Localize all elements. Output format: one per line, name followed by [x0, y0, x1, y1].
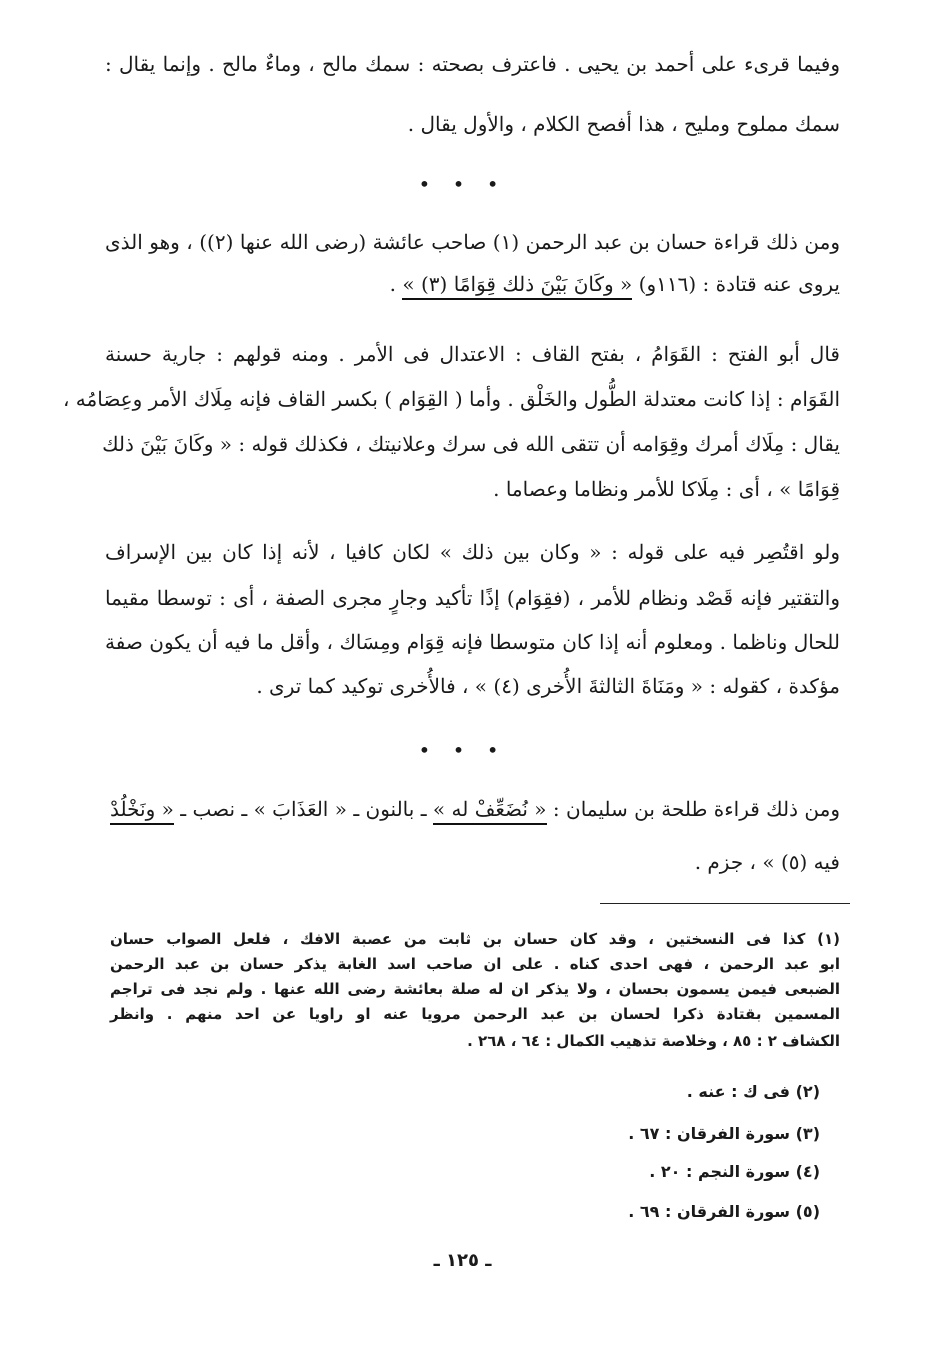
page-number: ـ ١٢٥ ـ	[433, 1250, 492, 1271]
text-line: فيه (٥) » ، جزم .	[694, 850, 840, 874]
section-separator: • • •	[418, 738, 507, 762]
section-separator: • • •	[418, 172, 507, 196]
text-segment: .	[389, 272, 403, 296]
text-line: سمك مملوح ومليح ، هذا أفصح الكلام ، والأول يقال .	[407, 112, 840, 136]
text-line: ومن ذلك قراءة حسان بن عبد الرحمن (١) صاحب عائشة (رضى الله عنها (٢)) ، وهو الذى	[105, 230, 841, 254]
text-segment: ومن ذلك قراءة طلحة بن سليمان :	[546, 797, 840, 821]
underlined-quran-quote: « ونَخْلُدْ	[110, 797, 174, 825]
text-line: مؤكدة ، كقوله : « ومَنَاةَ الثالثةَ الأُخرى (٤) » ، فالأُخرى توكيد كما ترى .	[256, 674, 840, 698]
text-line	[105, 795, 840, 823]
footnote-3: (٣) سورة الفرقان : ٦٧ .	[628, 1124, 820, 1143]
text-line: وفيما قرىء على أحمد بن يحيى . فاعترف بصحته : سمك مالح ، وماءٌ مالح . وإنما يقال :	[105, 52, 841, 76]
footnote-line: ابو عبد الرحمن ، فهى احدى كناه . على ان صاحب اسد الغابة يذكر حسان بن عبد الرحمن	[110, 955, 840, 973]
footnote-line: (١) كذا فى النسختين ، وقد كان حسان بن ثابت من عصبة الافك ، فلعل الصواب حسان	[110, 930, 840, 948]
text-segment: ـ بالنون ـ « العَذَابَ » ـ نصب ـ	[173, 797, 433, 821]
text-line	[105, 270, 840, 298]
footnote-5: (٥) سورة الفرقان : ٦٩ .	[628, 1202, 820, 1221]
text-segment: يروى عنه قتادة : (١١٦و)	[632, 272, 840, 296]
text-line: والتقتير فإنه قَصْد ونظام للأمر ، (فقِوَام) إذًا تأكيد وجارٍ مجرى الصفة ، أى : توسطا مقيما	[105, 586, 840, 610]
footnote-divider	[600, 903, 850, 904]
underlined-quran-quote: « وكَانَ بَيْنَ ذلك قِوَامًا (٣) »	[402, 272, 632, 300]
text-line: قِوَامًا » ، أى : مِلَاكا للأمر ونظاما وعصاما .	[493, 477, 840, 501]
underlined-quran-quote: « نُضَعِّفْ له »	[433, 797, 547, 825]
text-line: القَوَام : إذا كانت معتدلة الطُّول والخَلْق . وأما ( القِوَام ) بكسر القاف فإنه مِلَاك الأمر وعِصَامُه ،	[62, 387, 840, 411]
text-line: ولو اقتُصِر فيه على قوله : « وكان بين ذلك » لكان كافيا ، لأنه إذا كان بين الإسراف	[105, 540, 840, 564]
footnote-2: (٢) فى ك : عنه .	[686, 1082, 820, 1101]
text-line: قال أبو الفتح : القَوَامُ ، بفتح القاف : الاعتدال فى الأمر . ومنه قولهم : جارية حسنة	[105, 342, 840, 366]
footnote-line: الضبعى فيمن يسمون بحسان ، ولا يذكر ان له صلة بعائشة رضى الله عنها . ولم نجد فى تراجم	[110, 980, 840, 998]
text-line: يقال : مِلَاك أمرك وقِوَامه أن تتقى الله فى سرك وعلانيتك ، فكذلك قوله : « وكَانَ بَيْنَ ذلك	[102, 432, 840, 456]
footnote-line: المسمين بقتادة ذكرا لحسان بن عبد الرحمن مرويا عنه او راويا عن احد منهم . وانظر	[110, 1005, 840, 1023]
footnote-line: الكشاف ٢ : ٨٥ ، وخلاصة تذهيب الكمال : ٦٤ ، ٢٦٨ .	[467, 1032, 840, 1050]
text-line: للحال وناظما . ومعلوم أنه إذا كان متوسطا فإنه قِوَام ومِسَاك ، وأقل ما فيه أن يكون صفة	[105, 630, 841, 654]
footnote-4: (٤) سورة النجم : ٢٠ .	[649, 1162, 820, 1181]
